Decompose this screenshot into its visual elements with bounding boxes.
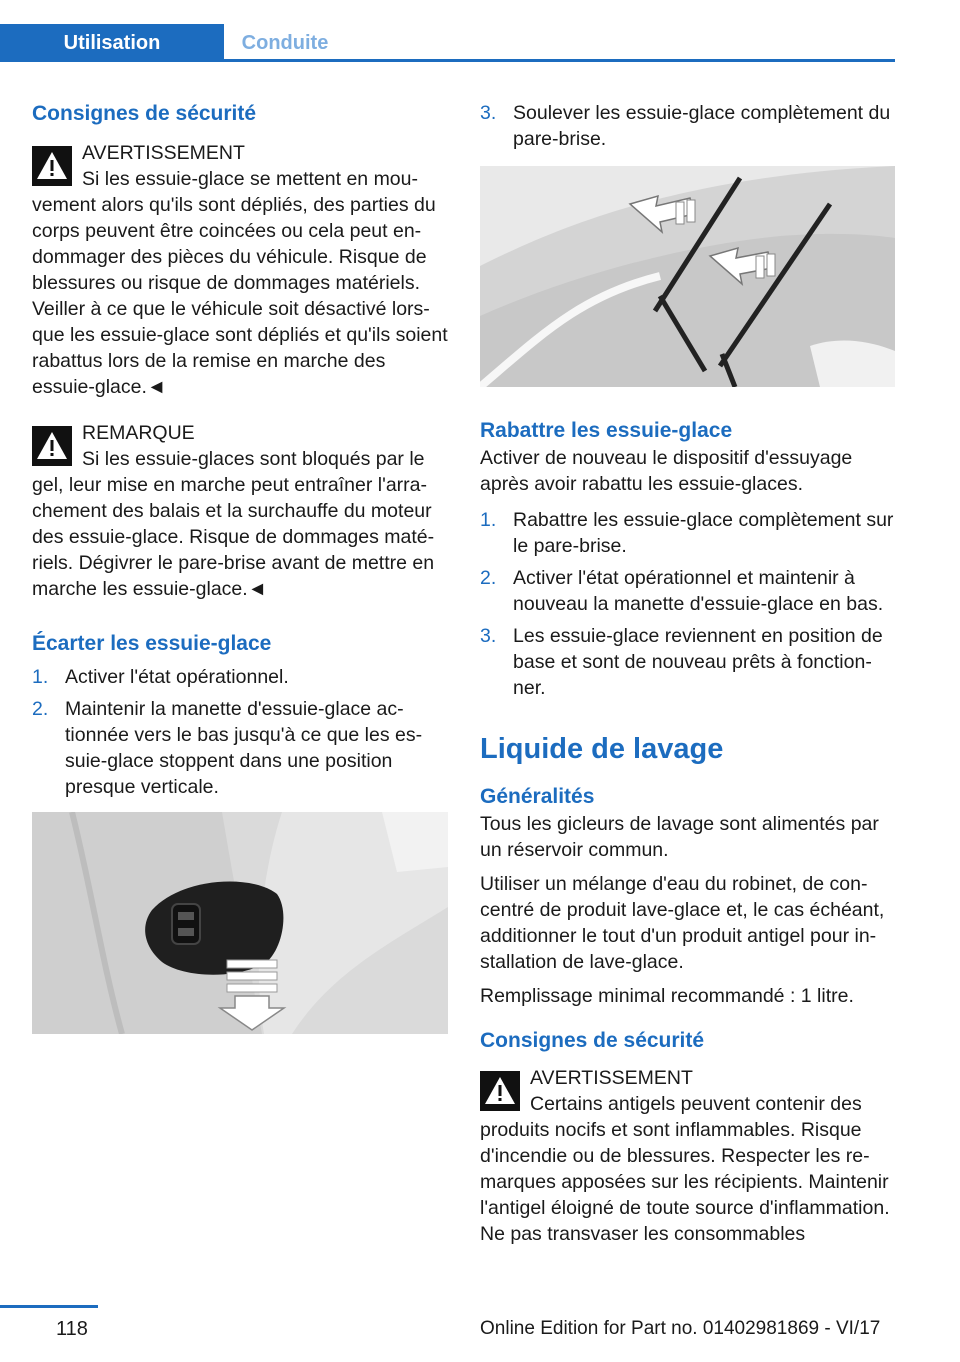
tab-conduite[interactable]: Conduite [241,31,329,54]
step-number: 2. [32,698,49,720]
warning-text: Si les essuie-glace se mettent en mouvement alors qu'ils sont dépliés, des parties du corps peuvent être coincées ou cela peut endommager des pièces du véhicule. Risque de blessures ou risque de dommages matériels. Veiller à ce que le véhicule soit désactivé lorsque les essuie-glace sont dépliés et qu'ils soient rabattus lors de la remise en marche des essuie-glace.◄ [32,168,448,398]
list-item [480,623,895,701]
warning-label: AVERTISSEMENT [530,1067,693,1089]
footer-rule [0,1305,98,1308]
step-text: Activer l'état opérationnel. [65,666,289,688]
step-text: Activer l'état opérationnel et maintenir à nouveau la manette d'essuie-glace en bas. [513,567,884,615]
right-column [480,100,895,1247]
warning-triangle-icon [480,1071,520,1111]
general-paragraph-3: Remplissage minimal recommandé : 1 litre. [480,985,854,1007]
heading-safety: Consignes de sécurité [32,102,257,125]
heading-general: Généralités [480,785,595,808]
spread-steps-list-continued [480,100,895,152]
heading-spread-wipers: Écarter les essuie-glace [32,632,272,655]
fold-steps-list [480,507,895,701]
notice-block [32,420,450,602]
step-text: Soulever les essuie-glace complètement du pare-brise. [513,102,891,150]
edition-note: Online Edition for Part no. 01402981869 - VI/17 [480,1318,881,1339]
warning-label: AVERTISSEMENT [82,142,245,164]
step-text: Rabattre les essuie-glace complètement sur le pare-brise. [513,509,894,557]
left-column [32,100,450,806]
list-item [32,664,450,690]
page-number: 118 [56,1318,88,1340]
fold-intro: Activer de nouveau le dispositif d'essuyage après avoir rabattu les essuie-glaces. [480,447,853,495]
list-item [480,100,895,152]
step-number: 2. [480,567,497,589]
list-item [480,565,895,617]
wiper-stalk-figure [32,812,448,1034]
step-number: 3. [480,102,497,124]
warning-triangle-icon [32,146,72,186]
notice-label: REMARQUE [82,422,195,444]
heading-fold-wipers: Rabattre les essuie-glace [480,419,733,442]
step-text: Maintenir la manette d'essuie-glace actionnée vers le bas jusqu'à ce que les essuie-glace stoppent dans une position presque verticale. [65,698,423,798]
step-text: Les essuie-glace reviennent en position de base et sont de nouveau prêts à fonctionner. [513,625,883,699]
warning-block [32,140,450,400]
step-number: 3. [480,625,497,647]
chapter-tab-bar [0,0,895,62]
notice-text: Si les essuie-glaces sont bloqués par le gel, leur mise en marche peut entraîner l'arrachement des balais et la surchauffe du moteur des essuie-glace. Risque de dommages matériels. Dégivrer le pare-brise avant de mettre en marche les essuie-glace.◄ [32,448,435,600]
general-paragraph-2: Utiliser un mélange d'eau du robinet, de concentré de produit lave-glace et, le cas échéant, additionner le tout d'un produit antigel pour installation de lave-glace. [480,873,885,973]
heading-safety-2: Consignes de sécurité [480,1029,705,1052]
list-item [480,507,895,559]
general-paragraph-1: Tous les gicleurs de lavage sont alimentés par un réservoir commun. [480,813,879,861]
list-item [32,696,450,800]
heading-washer-fluid: Liquide de lavage [480,733,724,765]
warning-triangle-icon [32,426,72,466]
spread-steps-list [32,664,450,800]
warning-block-2 [480,1065,895,1247]
step-number: 1. [480,509,497,531]
tab-utilisation[interactable]: Utilisation [0,24,224,62]
step-number: 1. [32,666,49,688]
windscreen-wipers-figure [480,166,895,387]
warning-text: Certains antigels peuvent contenir des produits nocifs et sont inflammables. Risque d'incendie ou de blessures. Respecter les remarques apposées sur les récipients. Maintenir l'antigel éloigné de toute source d'inflammation. Ne pas transvaser les consommables [480,1093,890,1245]
